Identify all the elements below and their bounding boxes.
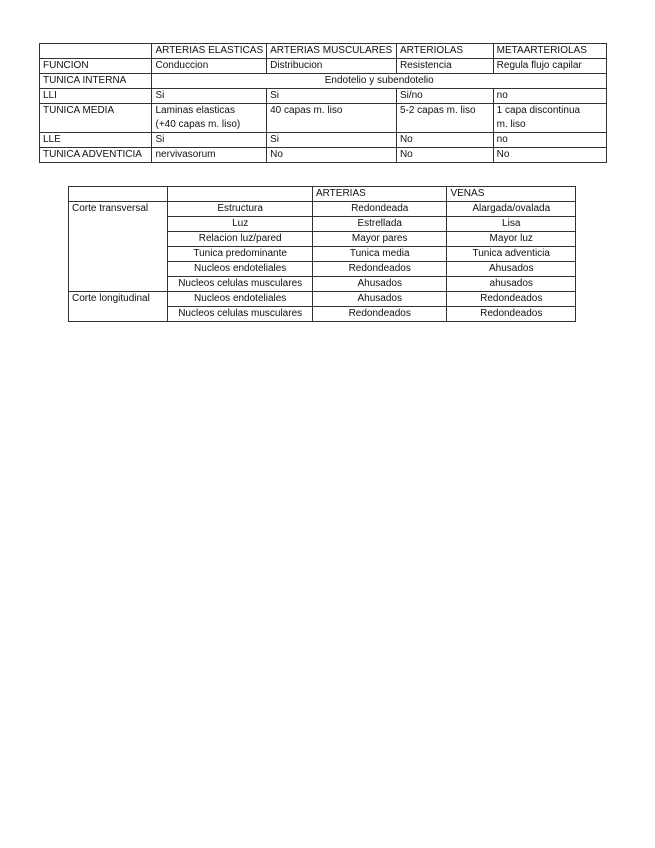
table-cell: Nucleos endoteliales	[168, 262, 313, 277]
header-cell-metaarteriolas: METAARTERIOLAS	[493, 44, 606, 59]
table-cell: Nucleos endoteliales	[168, 292, 313, 307]
row-label: FUNCION	[40, 59, 152, 74]
table-cell: Lisa	[447, 217, 576, 232]
table-cell: Redondeados	[312, 307, 447, 322]
cell-line: m. liso	[496, 119, 526, 130]
row-label: TUNICA INTERNA	[40, 74, 152, 89]
table-cell: No	[396, 133, 493, 148]
table-header-row	[40, 44, 607, 59]
table-cell: no	[493, 89, 606, 104]
table-cell: Si	[267, 89, 397, 104]
table-row	[69, 292, 576, 307]
table-cell: Nucleos celulas musculares	[168, 277, 313, 292]
table-cell: Redondeados	[447, 307, 576, 322]
table-cell: Relacion luz/pared	[168, 232, 313, 247]
table-row	[40, 89, 607, 104]
table-cell: Nucleos celulas musculares	[168, 307, 313, 322]
table-row	[40, 104, 607, 133]
table-cell: 40 capas m. liso	[267, 104, 397, 133]
arteries-vs-veins-table	[68, 186, 576, 322]
group-label-corte-transversal: Corte transversal	[69, 202, 168, 292]
row-label: TUNICA MEDIA	[40, 104, 152, 133]
table-cell: Alargada/ovalada	[447, 202, 576, 217]
table-cell	[493, 104, 606, 133]
header-cell-arterias: ARTERIAS	[312, 187, 447, 202]
table-cell: Redondeados	[312, 262, 447, 277]
table-cell: Estructura	[168, 202, 313, 217]
header-cell-empty	[69, 187, 168, 202]
table-cell: Ahusados	[447, 262, 576, 277]
cell-line: Laminas elasticas	[155, 105, 235, 116]
table-cell-merged: Endotelio y subendotelio	[152, 74, 607, 89]
table-row	[40, 148, 607, 163]
table-cell: 5-2 capas m. liso	[396, 104, 493, 133]
table-row	[69, 202, 576, 217]
table-cell: Ahusados	[312, 292, 447, 307]
table-cell: Si/no	[396, 89, 493, 104]
table-cell: Tunica predominante	[168, 247, 313, 262]
header-cell-venas: VENAS	[447, 187, 576, 202]
header-cell-empty	[40, 44, 152, 59]
table-cell: Mayor luz	[447, 232, 576, 247]
table-cell: Si	[152, 133, 267, 148]
arteries-comparison-table	[39, 43, 607, 163]
header-cell-arterias-elasticas: ARTERIAS ELASTICAS	[152, 44, 267, 59]
table-cell	[152, 104, 267, 133]
table-cell: Regula flujo capilar	[493, 59, 606, 74]
row-label: LLI	[40, 89, 152, 104]
table-cell: Mayor pares	[312, 232, 447, 247]
row-label: TUNICA ADVENTICIA	[40, 148, 152, 163]
table-header-row	[69, 187, 576, 202]
table-cell: Estrellada	[312, 217, 447, 232]
group-label-corte-longitudinal: Corte longitudinal	[69, 292, 168, 322]
table-cell: No	[493, 148, 606, 163]
table-row	[40, 74, 607, 89]
table-cell: Tunica media	[312, 247, 447, 262]
table-cell: No	[267, 148, 397, 163]
table-cell: Si	[267, 133, 397, 148]
row-label: LLE	[40, 133, 152, 148]
table-cell: Redondeada	[312, 202, 447, 217]
cell-line: (+40 capas m. liso)	[155, 119, 241, 130]
table-cell: Luz	[168, 217, 313, 232]
table-cell: Resistencia	[396, 59, 493, 74]
cell-line: 1 capa discontinua	[496, 105, 581, 116]
table-cell: Redondeados	[447, 292, 576, 307]
table-row	[40, 133, 607, 148]
table-cell: Distribucion	[267, 59, 397, 74]
table-row	[40, 59, 607, 74]
table-cell: Si	[152, 89, 267, 104]
header-cell-empty	[168, 187, 313, 202]
table-cell: nervivasorum	[152, 148, 267, 163]
table-cell: Tunica adventicia	[447, 247, 576, 262]
table-cell: Conduccion	[152, 59, 267, 74]
header-cell-arteriolas: ARTERIOLAS	[396, 44, 493, 59]
table-cell: ahusados	[447, 277, 576, 292]
table-cell: no	[493, 133, 606, 148]
table-cell: Ahusados	[312, 277, 447, 292]
table-cell: No	[396, 148, 493, 163]
header-cell-arterias-musculares: ARTERIAS MUSCULARES	[267, 44, 397, 59]
